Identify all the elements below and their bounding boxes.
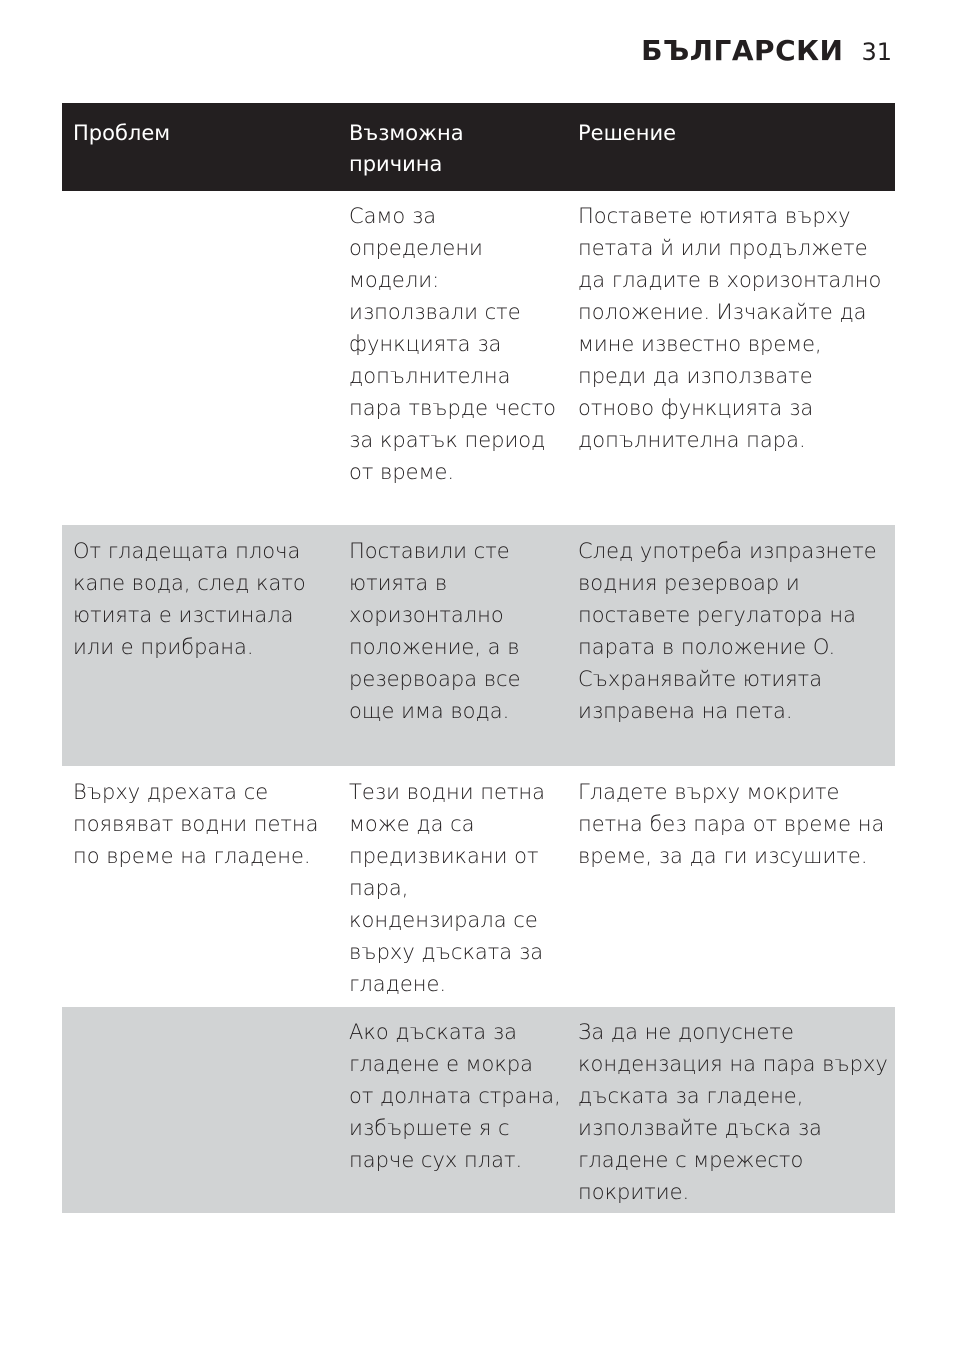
problem-cell: От гладещата плоча капе вода, след като ютията е изстинала или е прибрана. [73, 539, 306, 659]
troubleshooting-table [62, 103, 895, 1213]
table-row [62, 525, 895, 766]
solution-cell: След употреба изпразнете водния резервоар и поставете регулатора на парата в положение O. Съхранявайте ютията изправена на пета. [578, 539, 877, 723]
section-title: БЪЛГАРСКИ [641, 34, 844, 67]
solution-cell: Гладете върху мокрите петна без пара от време на време, за да ги изсушите. [578, 780, 885, 868]
column-header-solution: Решение [578, 121, 677, 145]
problem-cell [62, 1007, 338, 1213]
solution-cell: За да не допуснете кондензация на пара върху дъската за гладене, използвайте дъска за гладене с мрежесто покритие. [578, 1020, 888, 1204]
problem-cell [62, 191, 338, 525]
solution-cell: Поставете ютията върху петата й или продължете да гладите в хоризонтално положение. Изчакайте да мине известно време, преди да използвате отново функцията за допълнителна пара. [578, 204, 882, 452]
page-number: 31 [861, 38, 892, 66]
column-header-problem: Проблем [73, 121, 171, 145]
cause-cell: Поставили сте ютията в хоризонтално положение, а в резервоара все още има вода. [349, 539, 521, 723]
table-row [62, 766, 895, 1007]
table-row [62, 1007, 895, 1213]
cause-cell: Ако дъската за гладене е мокра от долната страна, избършете я с парче сух плат. [349, 1020, 561, 1172]
page-header [641, 34, 892, 67]
table-row [62, 191, 895, 525]
cause-cell: Тези водни петна може да са предизвикани от пара, кондензирала се върху дъската за гладене. [349, 780, 545, 996]
table-header-row [62, 103, 895, 191]
cause-cell: Само за определени модели: използвали сте функцията за допълнителна пара твърде често за кратък период от време. [349, 204, 556, 484]
problem-cell: Върху дрехата се появяват водни петна по време на гладене. [73, 780, 319, 868]
column-header-cause: Възможна причина [349, 121, 464, 176]
